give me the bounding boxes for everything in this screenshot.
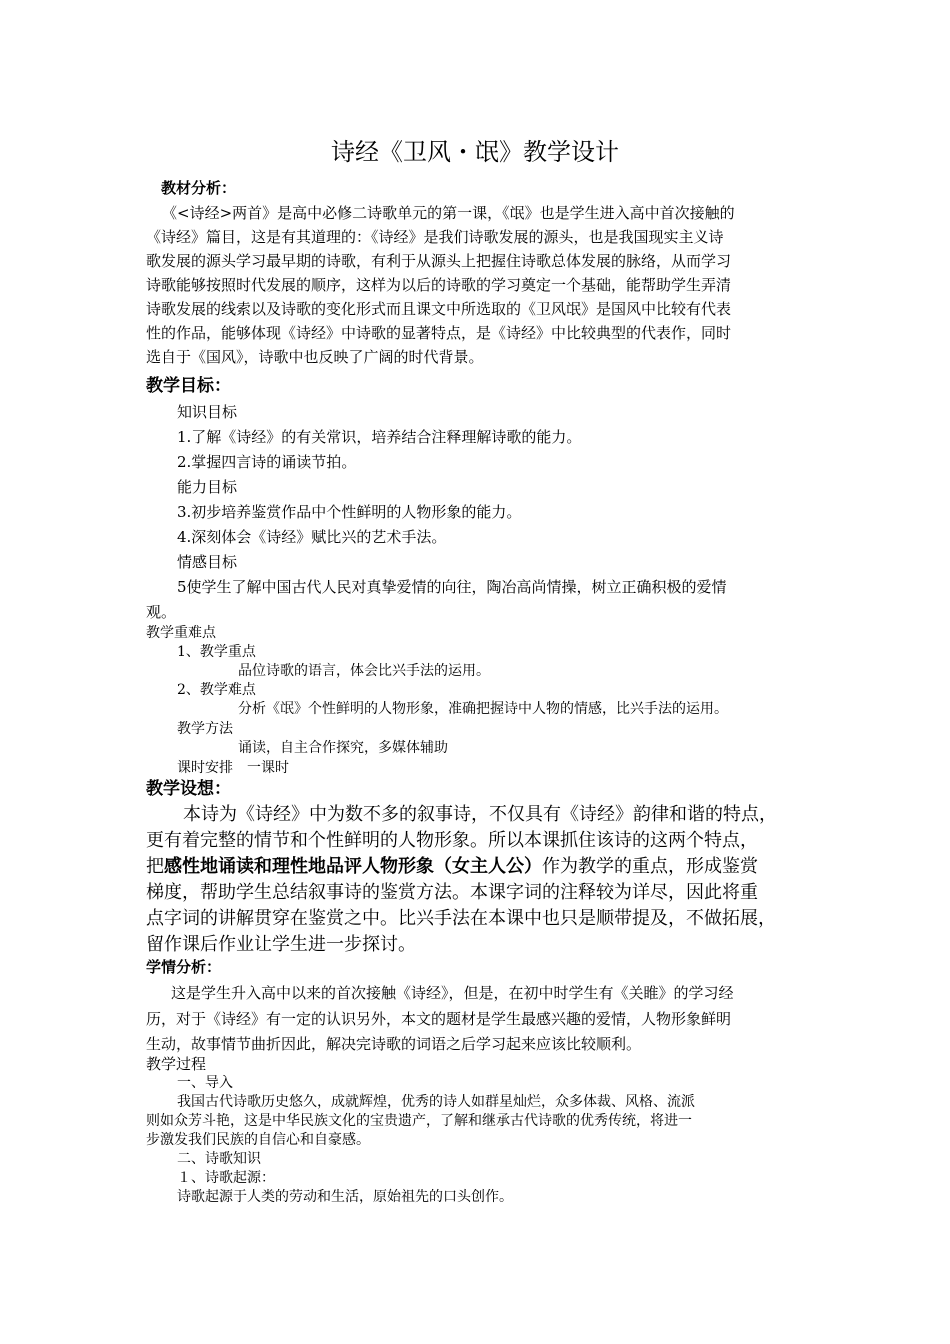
- origin-label: １、诗歌起源：: [177, 1170, 275, 1186]
- goal-item: 1.了解《诗经》的有关常识，培养结合注释理解诗歌的能力。: [177, 428, 582, 446]
- concept-line: 点字词的讲解贯穿在鉴赏之中。比兴手法在本课中也只是顺带提及，不做拓展，: [146, 908, 776, 929]
- materials-line: 诗歌能够按照时代发展的顺序，这样为以后的诗歌的学习奠定一个基础，能帮助学生弄清: [146, 276, 732, 294]
- concept-line-emphasis: [146, 855, 758, 879]
- goal-item: 3.初步培养鉴赏作品中个性鲜明的人物形象的能力。: [177, 503, 522, 521]
- goal-item: 2.掌握四言诗的诵读节拍。: [177, 453, 357, 471]
- concept-heading: 教学设想：: [146, 779, 231, 799]
- ability-goal-label: 能力目标: [177, 478, 238, 496]
- goals-heading: 教学目标：: [146, 376, 231, 396]
- materials-line: 《诗经》篇目，这是有其道理的：《诗经》是我们诗歌发展的源头，也是我国现实主义诗: [146, 228, 724, 246]
- concept-line: 本诗为《诗经》中为数不多的叙事诗，不仅具有《诗经》韵律和谐的特点，: [183, 804, 777, 825]
- materials-heading: 教材分析：: [161, 179, 237, 197]
- materials-line: 选自于《国风》，诗歌中也反映了广阔的时代背景。: [146, 348, 484, 366]
- goal-item: 4.深刻体会《诗经》赋比兴的艺术手法。: [177, 528, 447, 546]
- goal-item: 5使学生了解中国古代人民对真挚爱情的向往，陶冶高尚情操，树立正确积极的爱情: [177, 578, 727, 596]
- concept-line: 梯度，帮助学生总结叙事诗的鉴赏方法。本课字词的注释较为详尽，因此将重: [146, 882, 758, 903]
- concept-bold-text: 感性地诵读和理性地品评人物形象（女主人公）: [164, 856, 542, 877]
- method-label: 教学方法: [177, 721, 233, 737]
- learners-heading: 学情分析：: [146, 958, 222, 976]
- intro-line: 则如众芳斗艳，这是中华民族文化的宝贵遗产，了解和继承古代诗歌的优秀传统，将进一: [146, 1113, 692, 1129]
- method-text: 诵读，自主合作探究，多媒体辅助: [238, 740, 448, 756]
- focus-label: 1、教学重点: [177, 644, 256, 660]
- class-hours: 课时安排 一课时: [177, 760, 289, 776]
- intro-line: 我国古代诗歌历史悠久，成就辉煌，优秀的诗人如群星灿烂，众多体裁、风格、流派: [177, 1094, 695, 1110]
- knowledge-goal-label: 知识目标: [177, 403, 238, 421]
- learners-line: 历，对于《诗经》有一定的认识另外，本文的题材是学生最感兴趣的爱情，人物形象鲜明: [146, 1010, 732, 1028]
- intro-label: 一、导入: [177, 1075, 233, 1091]
- focus-text: 品位诗歌的语言，体会比兴手法的运用。: [238, 663, 490, 679]
- concept-line: 留作课后作业让学生进一步探讨。: [146, 934, 416, 955]
- concept-line: 更有着完整的情节和个性鲜明的人物形象。所以本课抓住该诗的这两个特点，: [146, 830, 758, 851]
- difficulty-label: 2、教学难点: [177, 682, 256, 698]
- keypoints-heading: 教学重难点: [146, 625, 216, 641]
- learners-line: 这是学生升入高中以来的首次接触《诗经》，但是，在初中时学生有《关睢》的学习经: [171, 984, 734, 1002]
- difficulty-text: 分析《氓》个性鲜明的人物形象，准确把握诗中人物的情感，比兴手法的运用。: [238, 701, 728, 717]
- goal-item-continued: 观。: [146, 603, 177, 621]
- learners-line: 生动，故事情节曲折因此，解决完诗歌的词语之后学习起来应该比较顺利。: [146, 1035, 642, 1053]
- intro-line: 步激发我们民族的自信心和自豪感。: [146, 1132, 370, 1148]
- page-title: 诗经《卫风・氓》教学设计: [331, 138, 619, 166]
- materials-line: 《<诗经>两首》是高中必修二诗歌单元的第一课，《氓》也是学生进入高中首次接触的: [162, 204, 735, 222]
- materials-line: 诗歌发展的线索以及诗歌的变化形式而且课文中所选取的《卫风氓》是国风中比较有代表: [146, 300, 732, 318]
- emotion-goal-label: 情感目标: [177, 553, 238, 571]
- origin-text: 诗歌起源于人类的劳动和生活，原始祖先的口头创作。: [177, 1189, 513, 1205]
- knowledge-section-label: 二、诗歌知识: [177, 1151, 261, 1167]
- process-heading: 教学过程: [146, 1055, 207, 1073]
- materials-line: 性的作品，能够体现《诗经》中诗歌的显著特点，是《诗经》中比较典型的代表作，同时: [146, 324, 732, 342]
- concept-text: 把: [146, 856, 164, 877]
- concept-text: 作为教学的重点，形成鉴赏: [542, 856, 758, 877]
- materials-line: 歌发展的源头学习最早期的诗歌，有利于从源头上把握住诗歌总体发展的脉络，从而学习: [146, 252, 732, 270]
